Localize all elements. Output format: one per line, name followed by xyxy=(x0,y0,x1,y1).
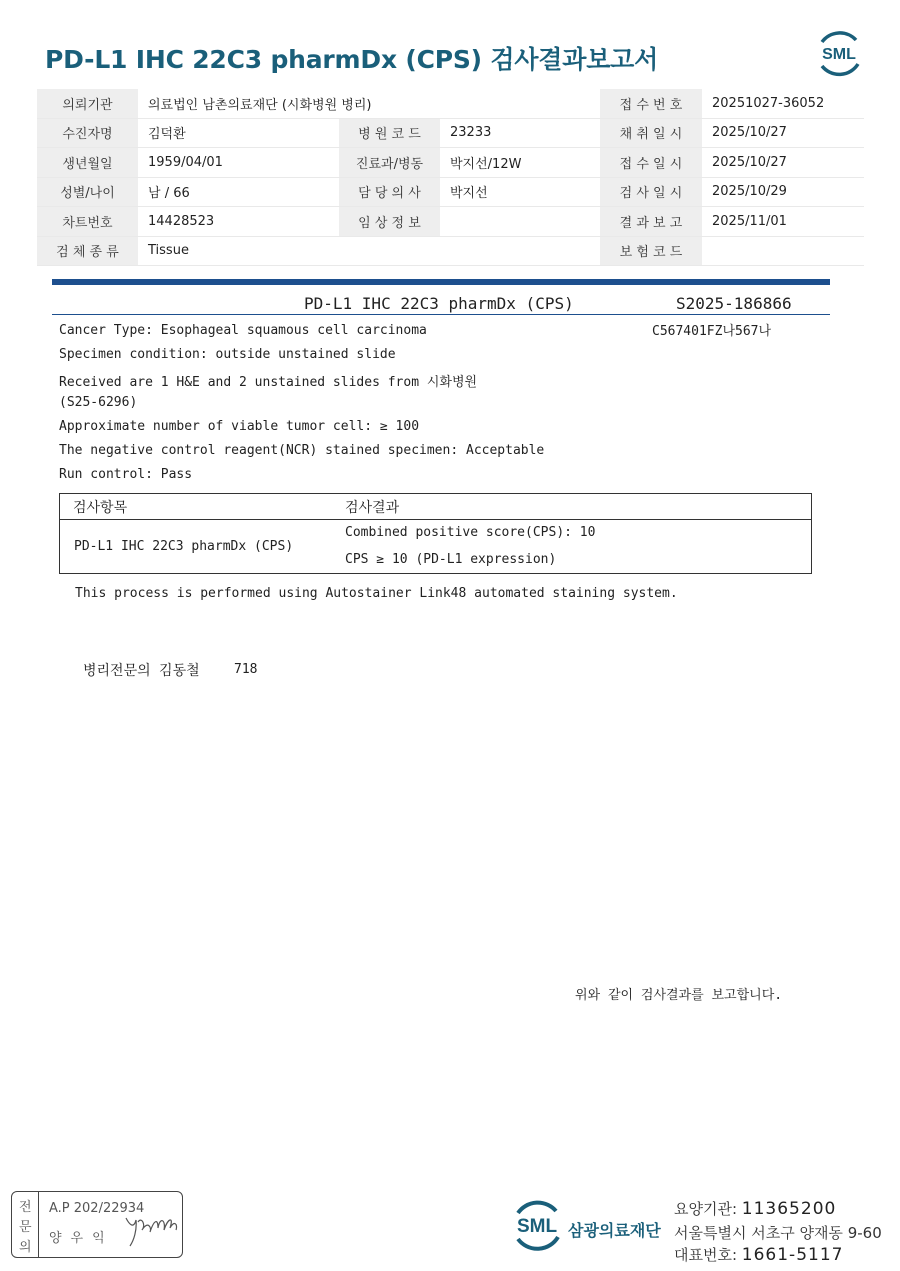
report-top-rule xyxy=(52,279,830,285)
sml-logo-text: SML xyxy=(822,46,856,63)
info-label: 검 체 종 류 xyxy=(37,236,138,266)
info-label: 임 상 정 보 xyxy=(339,207,440,237)
info-label: 접 수 번 호 xyxy=(600,89,702,118)
row-sex-age xyxy=(37,177,864,207)
info-label: 생년월일 xyxy=(37,148,138,178)
patient-info-table xyxy=(37,89,864,266)
sml-logo-top xyxy=(814,28,864,78)
info-value: 20251027-36052 xyxy=(702,89,864,118)
info-value: 1959/04/01 xyxy=(138,148,339,178)
row-requesting-institution xyxy=(37,89,864,118)
info-value: Tissue xyxy=(138,236,339,266)
process-note: This process is performed using Autostainer Link48 automated staining system. xyxy=(75,586,678,601)
info-value: 박지선/12W xyxy=(440,148,600,178)
info-value: 2025/10/29 xyxy=(702,177,864,207)
sml-logo-bottom xyxy=(509,1197,565,1253)
report-title: PD-L1 IHC 22C3 pharmDx (CPS) 검사결과보고서 xyxy=(45,45,659,74)
report-line: Approximate number of viable tumor cell: ≥ 100 xyxy=(59,419,420,434)
info-value xyxy=(702,236,864,266)
info-value: 14428523 xyxy=(138,207,339,237)
report-line: (S25-6296) xyxy=(59,395,138,410)
info-label: 수진자명 xyxy=(37,118,138,148)
result-table-header-divider xyxy=(60,519,812,520)
phone-number: 1661-5117 xyxy=(741,1245,844,1265)
signer-name: 병리전문의 김동철 xyxy=(83,663,200,679)
info-value: 박지선 xyxy=(440,177,600,207)
report-code: C567401FZ나567나 xyxy=(652,324,772,339)
report-line: The negative control reagent(NCR) stained specimen: Acceptable xyxy=(59,443,545,458)
report-line: Cancer Type: Esophageal squamous cell carcinoma xyxy=(59,323,427,338)
row-birth-date xyxy=(37,148,864,178)
row-specimen-type xyxy=(37,236,864,266)
report-number: S2025-186866 xyxy=(676,294,792,313)
info-label: 보 험 코 드 xyxy=(600,236,702,266)
info-label: 검 사 일 시 xyxy=(600,177,702,207)
info-value: 2025/11/01 xyxy=(702,207,864,237)
info-label: 담 당 의 사 xyxy=(339,177,440,207)
stamp-side-char: 문 xyxy=(19,1220,32,1235)
info-value: 2025/10/27 xyxy=(702,148,864,178)
phone-label: 대표번호: xyxy=(674,1246,738,1264)
info-label: 차트번호 xyxy=(37,207,138,237)
info-value: 남 / 66 xyxy=(138,177,339,207)
info-label: 의뢰기관 xyxy=(37,89,138,118)
stamp-license: A.P 202/22934 xyxy=(49,1201,145,1216)
info-label: 채 취 일 시 xyxy=(600,118,702,148)
closing-statement: 위와 같이 검사결과를 보고합니다. xyxy=(575,988,783,1003)
sml-logo-text: SML xyxy=(516,1216,558,1237)
report-line: Received are 1 H&E and 2 unstained slides from 시화병원 xyxy=(59,375,478,390)
address: 서울특별시 서초구 양재동 9-60 xyxy=(674,1224,882,1242)
result-value-cps: Combined positive score(CPS): 10 xyxy=(345,525,596,540)
report-test-title: PD-L1 IHC 22C3 pharmDx (CPS) xyxy=(304,294,574,313)
info-label: 결 과 보 고 xyxy=(600,207,702,237)
signer-number: 718 xyxy=(234,662,258,677)
result-header-result: 검사결과 xyxy=(345,500,400,516)
report-line: Specimen condition: outside unstained slide xyxy=(59,347,396,362)
info-value: 의료법인 남촌의료재단 (시화병원 병리) xyxy=(138,89,600,118)
result-item: PD-L1 IHC 22C3 pharmDx (CPS) xyxy=(74,539,294,554)
info-label: 병 원 코 드 xyxy=(339,118,440,148)
info-value xyxy=(339,236,440,266)
info-label: 성별/나이 xyxy=(37,177,138,207)
row-chart-number xyxy=(37,207,864,237)
phone-line xyxy=(674,1244,843,1265)
info-label: 접 수 일 시 xyxy=(600,148,702,178)
result-value-expression: CPS ≥ 10 (PD-L1 expression) xyxy=(345,552,557,567)
stamp-name: 양우익 xyxy=(49,1231,114,1246)
info-value: 23233 xyxy=(440,118,600,148)
handwritten-signature xyxy=(124,1206,180,1250)
institution-code: 11365200 xyxy=(741,1199,837,1219)
institution-code-line xyxy=(674,1198,836,1219)
organization-name: 삼광의료재단 xyxy=(568,1221,661,1240)
info-value xyxy=(440,207,600,237)
result-header-item: 검사항목 xyxy=(73,500,128,516)
info-value xyxy=(440,236,600,266)
stamp-side-char: 의 xyxy=(19,1240,32,1255)
report-title-rule xyxy=(52,314,830,315)
report-line: Run control: Pass xyxy=(59,467,193,482)
info-value: 2025/10/27 xyxy=(702,118,864,148)
info-value: 김덕환 xyxy=(138,118,339,148)
stamp-side-char: 전 xyxy=(19,1200,32,1215)
row-patient-name xyxy=(37,118,864,148)
info-label: 진료과/병동 xyxy=(339,148,440,178)
institution-code-label: 요양기관: xyxy=(674,1200,738,1218)
